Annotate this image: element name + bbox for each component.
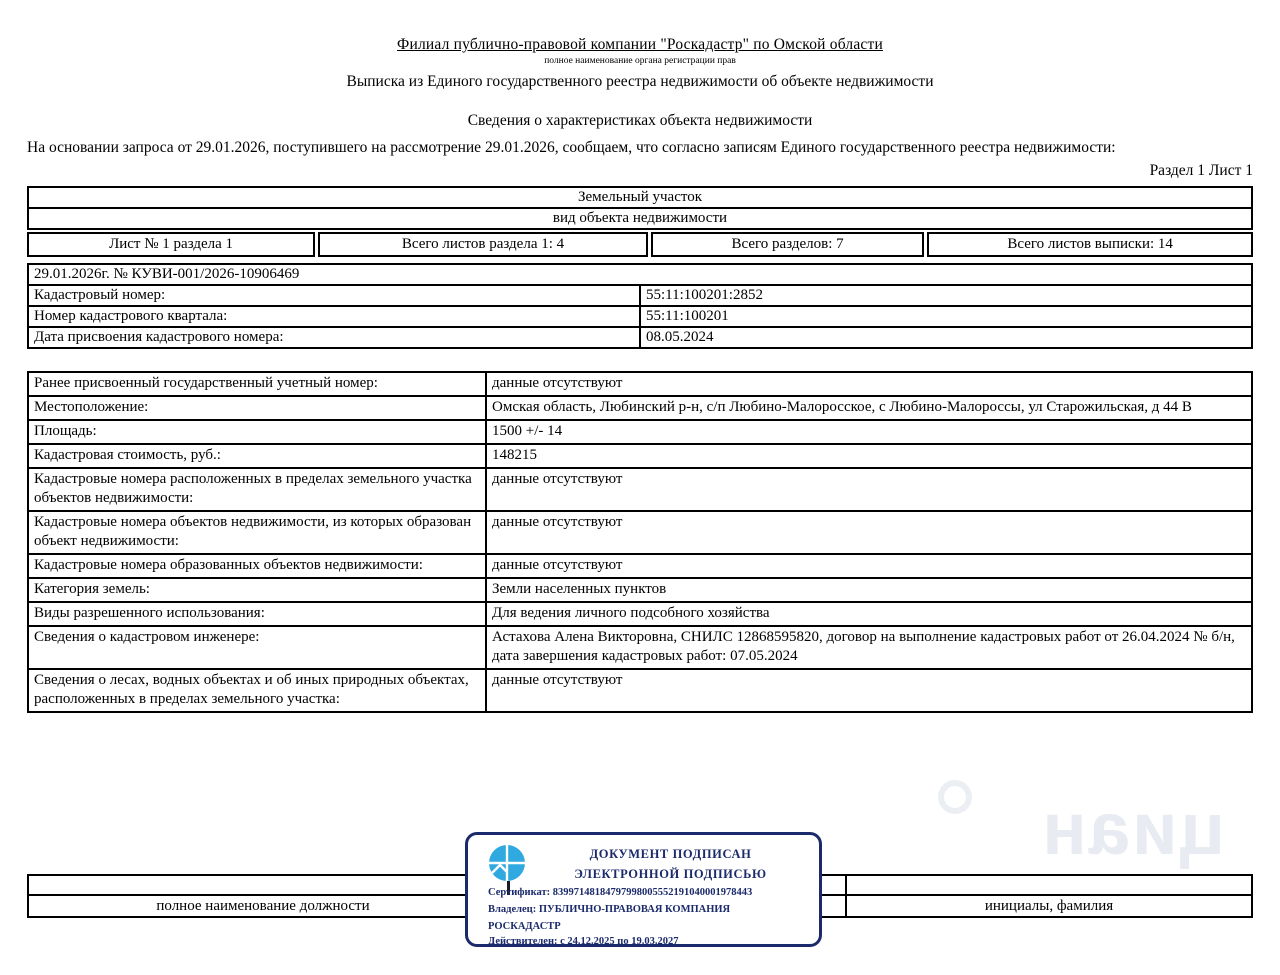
row-label: Площадь: [28, 420, 486, 444]
row-value: Омская область, Любинский р-н, с/п Любино-Малоросское, с Любино-Малороссы, ул Старожильская, д 44 В [486, 396, 1252, 420]
row-label: Сведения о кадастровом инженере: [28, 626, 486, 669]
row-label: Кадастровые номера образованных объектов недвижимости: [28, 554, 486, 578]
name-signature-space [846, 875, 1252, 895]
name-caption: инициалы, фамилия [846, 895, 1252, 917]
table-row [28, 468, 1252, 511]
document-number: 29.01.2026г. № КУВИ-001/2026-10906469 [28, 264, 1252, 285]
row-value: данные отсутствуют [486, 669, 1252, 712]
row-label: Сведения о лесах, водных объектах и об иных природных объектах, расположенных в пределах земельного участка: [28, 669, 486, 712]
row-label: Кадастровый номер: [28, 285, 640, 306]
table-row [28, 208, 1252, 229]
object-type-table [27, 186, 1253, 230]
cadastral-number-table [27, 263, 1253, 349]
row-label: Дата присвоения кадастрового номера: [28, 327, 640, 348]
stamp-owner-line2: РОСКАДАСТР [488, 921, 561, 932]
row-label: Кадастровая стоимость, руб.: [28, 444, 486, 468]
row-value: 55:11:100201 [640, 306, 1252, 327]
table-row [28, 602, 1252, 626]
stamp-validity: Действителен: с 24.12.2025 по 19.03.2027 [488, 936, 679, 947]
table-row [28, 420, 1252, 444]
cian-watermark: циан [1040, 787, 1225, 870]
row-label: Кадастровые номера объектов недвижимости, из которых образован объект недвижимости: [28, 511, 486, 554]
table-row [28, 554, 1252, 578]
row-label: Категория земель: [28, 578, 486, 602]
sections-total-cell: Всего разделов: 7 [651, 232, 924, 257]
row-value: данные отсутствуют [486, 468, 1252, 511]
roskadastr-logo-icon [486, 843, 528, 885]
row-value: 1500 +/- 14 [486, 420, 1252, 444]
row-value: Земли населенных пунктов [486, 578, 1252, 602]
row-value: Для ведения личного подсобного хозяйства [486, 602, 1252, 626]
row-value: данные отсутствуют [486, 554, 1252, 578]
registration-authority-caption: полное наименование органа регистрации прав [544, 56, 736, 66]
position-caption: полное наименование должности [28, 895, 498, 917]
request-basis-line: На основании запроса от 29.01.2026, поступившего на рассмотрение 29.01.2026, сообщаем, что согласно записям Единого государственного реестра недвижимости: [27, 139, 1116, 156]
row-value: 148215 [486, 444, 1252, 468]
row-label: Кадастровые номера расположенных в пределах земельного участка объектов недвижимости: [28, 468, 486, 511]
table-row [28, 264, 1252, 285]
registration-authority-name: Филиал публично-правовой компании "Роскадастр" по Омской области [397, 36, 883, 53]
sheet-counters-row [27, 232, 1253, 257]
row-value: данные отсутствуют [486, 511, 1252, 554]
object-details-table [27, 371, 1253, 713]
row-value: данные отсутствуют [486, 372, 1252, 396]
row-label: Виды разрешенного использования: [28, 602, 486, 626]
sheet-number-cell: Лист № 1 раздела 1 [27, 232, 315, 257]
row-label: Номер кадастрового квартала: [28, 306, 640, 327]
document-title: Выписка из Единого государственного реестра недвижимости об объекте недвижимости [346, 73, 934, 90]
row-value: 08.05.2024 [640, 327, 1252, 348]
object-type-caption: вид объекта недвижимости [28, 208, 1252, 229]
position-signature-space [28, 875, 498, 895]
row-label: Местоположение: [28, 396, 486, 420]
table-row [28, 187, 1252, 208]
stamp-owner-line1: Владелец: ПУБЛИЧНО-ПРАВОВАЯ КОМПАНИЯ [488, 904, 731, 915]
table-row [28, 669, 1252, 712]
object-type-value: Земельный участок [28, 187, 1252, 208]
electronic-signature-stamp [465, 832, 822, 947]
stamp-title-line2: ЭЛЕКТРОННОЙ ПОДПИСЬЮ [574, 867, 767, 881]
table-row [28, 396, 1252, 420]
extract-sheets-total-cell: Всего листов выписки: 14 [927, 232, 1253, 257]
table-row [28, 578, 1252, 602]
table-row [28, 306, 1252, 327]
table-row [28, 626, 1252, 669]
stamp-title-line1: ДОКУМЕНТ ПОДПИСАН [589, 847, 752, 861]
table-row [28, 444, 1252, 468]
section-sheets-total-cell: Всего листов раздела 1: 4 [318, 232, 648, 257]
table-row [28, 327, 1252, 348]
table-row [28, 285, 1252, 306]
row-label: Ранее присвоенный государственный учетный номер: [28, 372, 486, 396]
table-row [28, 372, 1252, 396]
section-sheet-label: Раздел 1 Лист 1 [1149, 162, 1253, 179]
row-value: Астахова Алена Викторовна, СНИЛС 12868595820, договор на выполнение кадастровых работ от 26.04.2024 № б/н, дата завершения кадастровых работ: 07.05.2024 [486, 626, 1252, 669]
row-value: 55:11:100201:2852 [640, 285, 1252, 306]
stamp-certificate: Сертификат: 83997148184797998005552191040001978443 [488, 887, 753, 898]
section-title: Сведения о характеристиках объекта недвижимости [467, 112, 813, 129]
table-row [28, 511, 1252, 554]
